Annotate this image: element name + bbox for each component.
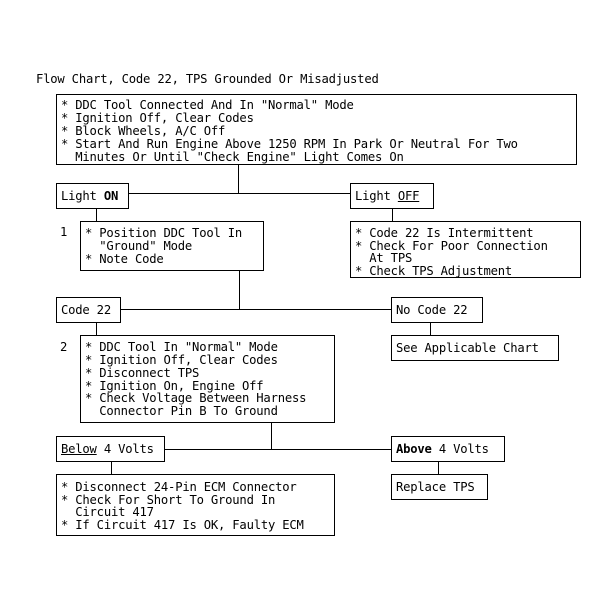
step-number: 2 — [60, 340, 68, 354]
no-code22-box — [391, 297, 483, 323]
connector-line — [96, 323, 97, 335]
ecm-line: * Check For Short To Ground In — [61, 493, 276, 507]
initial-steps-box — [56, 94, 577, 165]
light-on-box — [56, 183, 129, 209]
see-chart-box — [391, 335, 559, 361]
initial-step-line: * Ignition Off, Clear Codes — [61, 111, 254, 125]
connector-line — [438, 462, 439, 474]
step2-line: Connector Pin B To Ground — [85, 404, 278, 418]
light-off-box — [350, 183, 434, 209]
connector-line — [164, 449, 391, 450]
see-chart-label: See Applicable Chart — [396, 341, 539, 355]
intermittent-box — [350, 221, 581, 278]
below-4-volts-box — [56, 436, 165, 462]
step2-box — [80, 335, 335, 423]
light-off-label: Light OFF — [355, 189, 420, 203]
ecm-box — [56, 474, 335, 536]
intermittent-line: * Check TPS Adjustment — [355, 264, 513, 278]
step1-line: * Note Code — [85, 252, 164, 266]
light-on-label: Light ON — [61, 189, 119, 203]
replace-tps-box — [391, 474, 488, 500]
intermittent-line: * Check For Poor Connection — [355, 239, 548, 253]
ecm-line: Circuit 417 — [61, 505, 154, 519]
connector-line — [392, 209, 393, 221]
connector-line — [239, 271, 240, 309]
initial-step-line: * Start And Run Engine Above 1250 RPM In Park Or Neutral For Two — [61, 137, 518, 151]
step1-line: * Position DDC Tool In — [85, 226, 243, 240]
step2-line: * Check Voltage Between Harness — [85, 391, 307, 405]
step2-line: * Ignition Off, Clear Codes — [85, 353, 278, 367]
step-number: 1 — [60, 225, 68, 239]
ecm-line: * If Circuit 417 Is OK, Faulty ECM — [61, 518, 304, 532]
code22-box — [56, 297, 121, 323]
connector-line — [111, 462, 112, 474]
above-4-volts-label: Above 4 Volts — [396, 442, 489, 456]
chart-title: Flow Chart, Code 22, TPS Grounded Or Misadjusted — [36, 72, 379, 86]
connector-line — [128, 193, 350, 194]
step1-line: "Ground" Mode — [85, 239, 193, 253]
intermittent-line: * Code 22 Is Intermittent — [355, 226, 534, 240]
below-4-volts-label: Below 4 Volts — [61, 442, 154, 456]
initial-step-line: Minutes Or Until "Check Engine" Light Comes On — [61, 150, 404, 164]
connector-line — [430, 323, 431, 335]
code22-label: Code 22 — [61, 303, 111, 317]
ecm-line: * Disconnect 24-Pin ECM Connector — [61, 480, 297, 494]
step2-line: * Ignition On, Engine Off — [85, 379, 264, 393]
connector-line — [96, 209, 97, 221]
initial-step-line: * DDC Tool Connected And In "Normal" Mode — [61, 98, 354, 112]
no-code22-label: No Code 22 — [396, 303, 468, 317]
connector-line — [120, 309, 391, 310]
intermittent-line: At TPS — [355, 251, 413, 265]
above-4-volts-box — [391, 436, 505, 462]
replace-tps-label: Replace TPS — [396, 480, 475, 494]
initial-step-line: * Block Wheels, A/C Off — [61, 124, 226, 138]
step2-line: * DDC Tool In "Normal" Mode — [85, 340, 278, 354]
step2-line: * Disconnect TPS — [85, 366, 200, 380]
connector-line — [271, 423, 272, 449]
connector-line — [238, 165, 239, 193]
step1-box — [80, 221, 264, 271]
